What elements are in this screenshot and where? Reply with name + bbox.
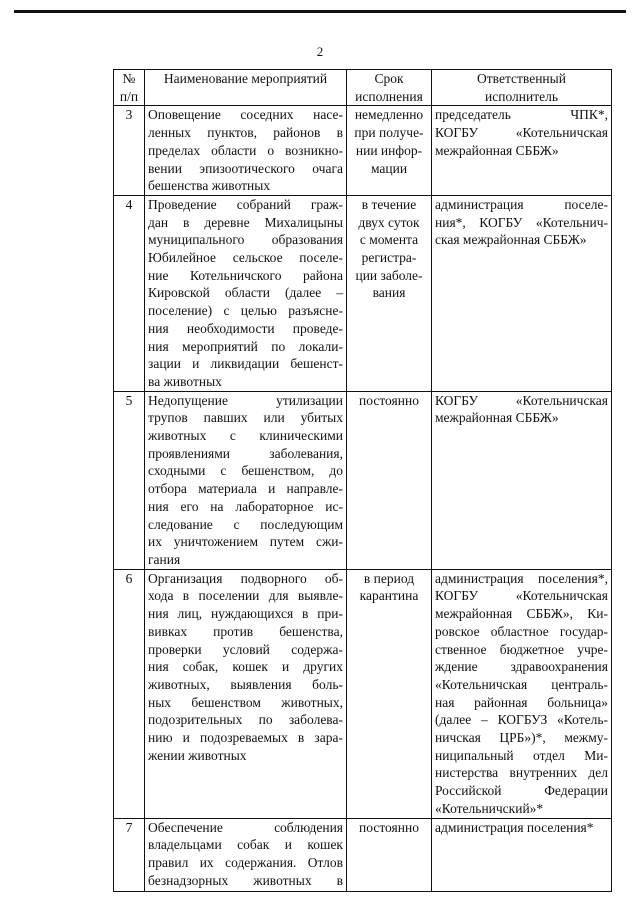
text-line: мации — [370, 160, 408, 176]
measure-name — [145, 569, 347, 818]
text-line: при получе- — [354, 125, 424, 141]
table-row — [114, 106, 612, 196]
row-number: 5 — [114, 391, 145, 569]
text-line: проверки условий содержа- — [148, 641, 343, 657]
measure-name — [145, 818, 347, 891]
text-line: ва животных — [148, 373, 222, 389]
text-line: КОГБУ «Котельничская — [435, 125, 608, 141]
header-num-line: № — [122, 71, 136, 86]
measure-name — [145, 391, 347, 569]
text-line: ния необходимости проведе- — [148, 320, 343, 336]
text-line: ждение здравоохранения — [435, 659, 608, 675]
text-line: ции заболе- — [355, 267, 423, 283]
table-row — [114, 818, 612, 891]
text-line: администрация поселения* — [435, 819, 594, 835]
responsible — [432, 569, 612, 818]
term — [347, 106, 432, 196]
text-line: муниципального образования — [148, 232, 343, 248]
text-line: ных бешенством животных, — [148, 694, 343, 710]
row-number: 3 — [114, 106, 145, 196]
text-line: их уничтожением путем сжи- — [148, 534, 343, 550]
header-name-text: Наименование мероприятий — [163, 71, 328, 86]
text-line: администрация поселения*, — [435, 570, 608, 586]
term — [347, 569, 432, 818]
text-line: следование с последующим — [148, 516, 343, 532]
measure-name — [145, 195, 347, 391]
row-number: 4 — [114, 195, 145, 391]
text-line: двух суток — [358, 214, 420, 230]
text-line: Обеспечение соблюдения — [148, 819, 343, 835]
text-line: вении эпизоотического очага — [148, 160, 343, 176]
text-line: нии инфор- — [355, 142, 423, 158]
text-line: Оповещение соседних насе- — [148, 107, 343, 123]
text-line: с момента — [359, 232, 419, 248]
text-line: карантина — [359, 588, 419, 604]
text-line: ленных пунктов, районов в — [148, 125, 343, 141]
text-line: ственное бюджетное учре- — [435, 641, 608, 657]
text-line: ния*, КОГБУ «Котельнич- — [435, 214, 608, 230]
measures-table — [113, 69, 612, 892]
text-line: Юбилейное сельское поселе- — [148, 250, 343, 266]
text-line: «Котельничский»* — [435, 800, 544, 816]
responsible — [432, 818, 612, 891]
text-line: Российской Федерации — [435, 783, 608, 799]
text-line: пределах области о возникно- — [148, 142, 343, 158]
text-line: Кировской области (далее – — [148, 285, 343, 301]
text-line: ния его на лабораторное ис- — [148, 498, 343, 514]
text-line: владельцами собак и кошек — [148, 837, 343, 853]
text-line: безнадзорных животных в — [148, 872, 343, 888]
text-line: регистра- — [361, 250, 417, 266]
header-responsible-line: исполнитель — [485, 88, 558, 104]
text-line: председатель ЧПК*, — [435, 107, 608, 123]
text-line: (далее – КОГБУЗ «Котель- — [435, 712, 608, 728]
text-line: ние Котельничского района — [148, 267, 343, 283]
text-line: ничская ЦРБ»)*, межму- — [435, 730, 608, 746]
text-line: «Котельничская централь- — [435, 676, 608, 692]
text-line: ниципальный отдел Ми- — [435, 747, 608, 763]
header-responsible — [432, 70, 612, 106]
text-line: ния собак, кошек и других — [148, 659, 343, 675]
text-line: Организация подворного об- — [148, 570, 343, 586]
text-line: вивках против бешенства, — [148, 623, 343, 639]
text-line: ния мероприятий по локали- — [148, 338, 343, 354]
text-line: межрайонная СББЖ», Ки- — [435, 606, 608, 622]
row-number: 6 — [114, 569, 145, 818]
text-line: КОГБУ «Котельничская — [435, 392, 608, 408]
text-line: проявлениями заболевания, — [148, 445, 343, 461]
text-line: отбора материала и направле- — [148, 481, 343, 497]
header-num-line: п/п — [119, 88, 139, 104]
text-line: сходными с бешенством, до — [148, 463, 343, 479]
text-line: зации и ликвидации бешенст- — [148, 356, 343, 372]
text-line: постоянно — [359, 819, 419, 835]
header-term — [347, 70, 432, 106]
text-line: ная районная больница» — [435, 694, 608, 710]
text-line: правил их содержания. Отлов — [148, 855, 343, 871]
row-number: 7 — [114, 818, 145, 891]
table-row — [114, 391, 612, 569]
text-line: немедленно — [354, 107, 424, 123]
header-name — [145, 70, 347, 106]
text-line: ская межрайонная СББЖ» — [435, 232, 587, 248]
table-row — [114, 569, 612, 818]
text-line: животных, выявления боль- — [148, 676, 343, 692]
responsible — [432, 391, 612, 569]
text-line: ния лиц, нуждающихся в при- — [148, 606, 343, 622]
text-line: постоянно — [359, 392, 419, 408]
text-line: межрайонная СББЖ» — [435, 142, 559, 158]
text-line: КОГБУ «Котельничская — [435, 588, 608, 604]
table-row — [114, 195, 612, 391]
text-line: администрация поселе- — [435, 196, 608, 212]
text-line: животных с клиническими — [148, 428, 343, 444]
text-line: нию и подозреваемых в зара- — [148, 730, 343, 746]
text-line: жении животных — [148, 747, 247, 763]
header-term-line: исполнения — [355, 88, 423, 104]
text-line: в течение — [361, 196, 417, 212]
text-line: гания — [148, 551, 181, 567]
text-line: поселение) с целью разъясне- — [148, 303, 343, 319]
table-header-row — [114, 70, 612, 106]
text-line: нистерства внутренних дел — [435, 765, 608, 781]
header-term-line: Срок — [374, 71, 404, 86]
responsible — [432, 195, 612, 391]
text-line: Недопущение утилизации — [148, 392, 343, 408]
text-line: дан в деревне Михалицыны — [148, 214, 343, 230]
term — [347, 818, 432, 891]
text-line: вания — [372, 285, 406, 301]
text-line: ровское областное государ- — [435, 623, 608, 639]
header-num — [114, 70, 145, 106]
text-line: в период — [363, 570, 415, 586]
text-line: бешенства животных — [148, 178, 271, 194]
top-rule — [14, 10, 626, 13]
header-responsible-line: Ответственный — [477, 71, 566, 86]
text-line: Проведение собраний граж- — [148, 196, 343, 212]
page-number: 2 — [316, 44, 324, 59]
text-line: подозрительных по заболева- — [148, 712, 343, 728]
text-line: хода в поселении для выявле- — [148, 588, 343, 604]
responsible — [432, 106, 612, 196]
term — [347, 391, 432, 569]
text-line: трупов павших или убитых — [148, 410, 343, 426]
text-line: межрайонная СББЖ» — [435, 410, 559, 426]
measure-name — [145, 106, 347, 196]
term — [347, 195, 432, 391]
